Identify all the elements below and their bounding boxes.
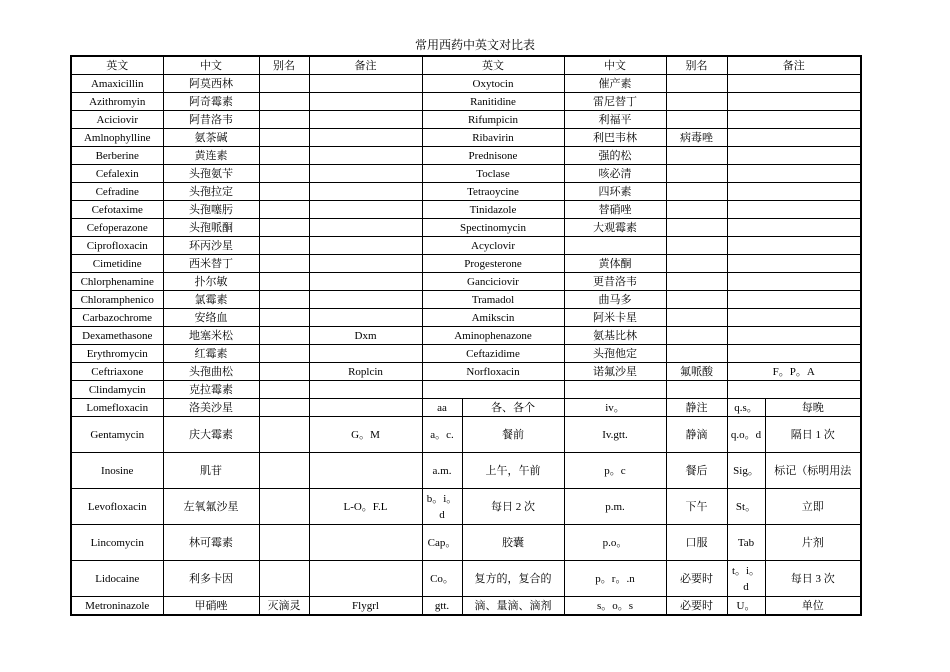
table-cell: [259, 219, 309, 237]
table-row: [71, 309, 861, 327]
table-cell: Cefotaxime: [71, 201, 163, 219]
table-cell: [309, 147, 422, 165]
table-cell: [309, 183, 422, 201]
table-cell: Rifumpicin: [422, 111, 564, 129]
table-cell: Lincomycin: [71, 525, 163, 561]
table-cell: [259, 273, 309, 291]
table-row: [71, 273, 861, 291]
table-row: [71, 453, 861, 489]
table-cell: 利福平: [564, 111, 666, 129]
table-cell: G。M: [309, 417, 422, 453]
table-cell: Ceftazidime: [422, 345, 564, 363]
table-cell: Lomefloxacin: [71, 399, 163, 417]
table-cell: [259, 183, 309, 201]
table-cell: Ranitidine: [422, 93, 564, 111]
table-row: [71, 417, 861, 453]
table-cell: a。c.: [422, 417, 462, 453]
table-cell: 洛美沙星: [163, 399, 259, 417]
table-cell: [727, 165, 861, 183]
column-header: 备注: [309, 56, 422, 75]
table-cell: [666, 93, 727, 111]
table-row: [71, 93, 861, 111]
table-cell: [309, 93, 422, 111]
table-cell: Oxytocin: [422, 75, 564, 93]
table-row: [71, 183, 861, 201]
table-row: [71, 111, 861, 129]
table-cell: 复方的，复合的: [462, 561, 564, 597]
table-cell: [309, 255, 422, 273]
table-cell: [309, 399, 422, 417]
table-cell: Ganciciovir: [422, 273, 564, 291]
table-cell: Co。: [422, 561, 462, 597]
table-cell: [259, 399, 309, 417]
table-cell: [309, 237, 422, 255]
table-cell: 氯霉素: [163, 291, 259, 309]
table-cell: Berberine: [71, 147, 163, 165]
table-cell: Tramadol: [422, 291, 564, 309]
table-cell: [666, 111, 727, 129]
table-cell: [727, 111, 861, 129]
table-cell: 甲硝唑: [163, 597, 259, 616]
table-cell: [727, 237, 861, 255]
table-cell: Azithromyin: [71, 93, 163, 111]
table-cell: 诺氟沙星: [564, 363, 666, 381]
table-cell: 头孢他定: [564, 345, 666, 363]
table-row: [71, 525, 861, 561]
table-cell: [259, 309, 309, 327]
table-cell: [259, 327, 309, 345]
table-cell: 庆大霉素: [163, 417, 259, 453]
table-cell: [666, 201, 727, 219]
table-cell: 头孢拉定: [163, 183, 259, 201]
table-cell: Iv.gtt.: [564, 417, 666, 453]
table-cell: [727, 201, 861, 219]
table-row: [71, 237, 861, 255]
table-cell: [309, 309, 422, 327]
table-cell: [309, 165, 422, 183]
table-cell: Levofloxacin: [71, 489, 163, 525]
table-cell: Amlnophylline: [71, 129, 163, 147]
table-cell: Ceftriaxone: [71, 363, 163, 381]
table-cell: [727, 255, 861, 273]
table-cell: [727, 183, 861, 201]
table-cell: p.m.: [564, 489, 666, 525]
table-cell: 胶囊: [462, 525, 564, 561]
table-cell: aa: [422, 399, 462, 417]
table-row: [71, 255, 861, 273]
table-row: [71, 489, 861, 525]
table-cell: Erythromycin: [71, 345, 163, 363]
table-row: [71, 291, 861, 309]
table-cell: 上午，午前: [462, 453, 564, 489]
table-cell: [727, 273, 861, 291]
table-cell: [727, 129, 861, 147]
table-cell: 每晚: [765, 399, 861, 417]
page-title: 常用西药中英文对比表: [414, 38, 535, 52]
table-cell: Norfloxacin: [422, 363, 564, 381]
table-cell: [666, 237, 727, 255]
table-cell: 餐前: [462, 417, 564, 453]
table-row: [71, 381, 861, 399]
table-cell: 隔日 1 次: [765, 417, 861, 453]
table-cell: 阿米卡星: [564, 309, 666, 327]
drug-table: [70, 55, 862, 616]
table-cell: [309, 345, 422, 363]
table-row: [71, 165, 861, 183]
table-cell: 红霉素: [163, 345, 259, 363]
table-row: [71, 201, 861, 219]
table-cell: [259, 417, 309, 453]
table-cell: 林可霉素: [163, 525, 259, 561]
table-cell: [309, 525, 422, 561]
table-cell: [666, 273, 727, 291]
table-cell: [666, 255, 727, 273]
table-cell: 曲马多: [564, 291, 666, 309]
column-header: 英文: [422, 56, 564, 75]
table-cell: Gentamycin: [71, 417, 163, 453]
table-cell: [666, 147, 727, 165]
table-cell: Aminophenazone: [422, 327, 564, 345]
table-cell: s。o。s: [564, 597, 666, 616]
table-cell: 各、各个: [462, 399, 564, 417]
column-header: 别名: [666, 56, 727, 75]
table-cell: [727, 219, 861, 237]
table-cell: 病毒唑: [666, 129, 727, 147]
table-cell: 单位: [765, 597, 861, 616]
table-cell: 每日 2 次: [462, 489, 564, 525]
table-cell: Spectinomycin: [422, 219, 564, 237]
table-row: [71, 147, 861, 165]
table-cell: [666, 291, 727, 309]
table-cell: 阿奇霉素: [163, 93, 259, 111]
table-cell: t。i。d: [727, 561, 765, 597]
table-cell: p。r。.n: [564, 561, 666, 597]
table-cell: 催产素: [564, 75, 666, 93]
table-cell: Metroninazole: [71, 597, 163, 616]
header-row: [71, 56, 861, 75]
table-cell: [666, 165, 727, 183]
table-cell: 黄连素: [163, 147, 259, 165]
table-cell: Cefalexin: [71, 165, 163, 183]
table-cell: p。c: [564, 453, 666, 489]
table-cell: Aciciovir: [71, 111, 163, 129]
table-cell: Dexamethasone: [71, 327, 163, 345]
table-row: [71, 219, 861, 237]
table-cell: 静滴: [666, 417, 727, 453]
table-cell: Amaxicillin: [71, 75, 163, 93]
table-cell: Ribavirin: [422, 129, 564, 147]
table-cell: 安络血: [163, 309, 259, 327]
table-cell: [666, 75, 727, 93]
table-cell: [259, 363, 309, 381]
table-cell: 餐后: [666, 453, 727, 489]
table-cell: [666, 309, 727, 327]
table-cell: 必要时: [666, 597, 727, 616]
table-cell: 强的松: [564, 147, 666, 165]
table-cell: 头孢曲松: [163, 363, 259, 381]
table-cell: Lidocaine: [71, 561, 163, 597]
table-cell: Tinidazole: [422, 201, 564, 219]
table-cell: [309, 201, 422, 219]
table-cell: 四环素: [564, 183, 666, 201]
table-row: [71, 561, 861, 597]
table-cell: p.o。: [564, 525, 666, 561]
table-cell: Acyclovir: [422, 237, 564, 255]
table-cell: [309, 129, 422, 147]
column-header: 别名: [259, 56, 309, 75]
table-cell: [259, 489, 309, 525]
table-cell: 左氧氟沙星: [163, 489, 259, 525]
table-cell: 氟哌酸: [666, 363, 727, 381]
table-cell: [309, 381, 422, 399]
table-row: [71, 75, 861, 93]
table-cell: 克拉霉素: [163, 381, 259, 399]
table-cell: Dxm: [309, 327, 422, 345]
table-cell: Cefradine: [71, 183, 163, 201]
table-cell: [309, 219, 422, 237]
table-cell: [309, 111, 422, 129]
table-cell: [727, 381, 861, 399]
table-cell: [727, 345, 861, 363]
table-cell: 片剂: [765, 525, 861, 561]
table-cell: Chloramphenico: [71, 291, 163, 309]
table-cell: iv。: [564, 399, 666, 417]
table-cell: 利多卡因: [163, 561, 259, 597]
table-cell: [259, 147, 309, 165]
table-cell: [259, 525, 309, 561]
table-cell: [727, 291, 861, 309]
table-row: [71, 129, 861, 147]
table-cell: [309, 75, 422, 93]
table-cell: Sig。: [727, 453, 765, 489]
table-cell: [259, 291, 309, 309]
table-cell: [564, 381, 666, 399]
table-cell: Cimetidine: [71, 255, 163, 273]
table-cell: 必要时: [666, 561, 727, 597]
table-cell: Roplcin: [309, 363, 422, 381]
column-header: 备注: [727, 56, 861, 75]
table-cell: U。: [727, 597, 765, 616]
table-cell: 阿莫西林: [163, 75, 259, 93]
table-cell: 地塞米松: [163, 327, 259, 345]
table-cell: [309, 453, 422, 489]
table-cell: 氨茶碱: [163, 129, 259, 147]
table-cell: [259, 111, 309, 129]
table-cell: [727, 327, 861, 345]
table-cell: 灭滴灵: [259, 597, 309, 616]
table-cell: a.m.: [422, 453, 462, 489]
table-cell: [259, 561, 309, 597]
table-cell: Toclase: [422, 165, 564, 183]
column-header: 中文: [163, 56, 259, 75]
table-cell: [727, 93, 861, 111]
table-row: [71, 597, 861, 616]
table-cell: 阿昔洛韦: [163, 111, 259, 129]
table-cell: St。: [727, 489, 765, 525]
table-cell: [309, 291, 422, 309]
table-cell: 下午: [666, 489, 727, 525]
table-cell: 滴、量滴、滴剂: [462, 597, 564, 616]
table-cell: 头孢氨苄: [163, 165, 259, 183]
table-cell: [309, 561, 422, 597]
table-cell: Tetraoycine: [422, 183, 564, 201]
table-cell: [422, 381, 564, 399]
table-cell: 氨基比林: [564, 327, 666, 345]
table-cell: 静注: [666, 399, 727, 417]
table-cell: [727, 309, 861, 327]
table-cell: [259, 75, 309, 93]
table-cell: Tab: [727, 525, 765, 561]
table-cell: [259, 381, 309, 399]
table-cell: [259, 93, 309, 111]
table-cell: gtt.: [422, 597, 462, 616]
table-cell: 咳必清: [564, 165, 666, 183]
table-cell: [259, 129, 309, 147]
table-cell: 扑尔敏: [163, 273, 259, 291]
table-cell: 口服: [666, 525, 727, 561]
table-cell: [309, 273, 422, 291]
table-cell: 立即: [765, 489, 861, 525]
table-cell: Clindamycin: [71, 381, 163, 399]
table-cell: [666, 183, 727, 201]
table-cell: [727, 147, 861, 165]
table-cell: [666, 345, 727, 363]
table-cell: 西米替丁: [163, 255, 259, 273]
table-cell: 头孢噻肟: [163, 201, 259, 219]
table-cell: 环丙沙星: [163, 237, 259, 255]
table-cell: [259, 237, 309, 255]
table-cell: Prednisone: [422, 147, 564, 165]
table-cell: 标记（标明用法: [765, 453, 861, 489]
table-row: [71, 363, 861, 381]
table-cell: [727, 75, 861, 93]
table-row: [71, 327, 861, 345]
table-cell: [259, 255, 309, 273]
table-cell: 利巴韦林: [564, 129, 666, 147]
table-cell: Cap。: [422, 525, 462, 561]
table-cell: q.o。d: [727, 417, 765, 453]
table-cell: Amikscin: [422, 309, 564, 327]
table-cell: Flygrl: [309, 597, 422, 616]
table-cell: [259, 345, 309, 363]
table-cell: Chlorphenamine: [71, 273, 163, 291]
table-cell: b。i。d: [422, 489, 462, 525]
table-cell: 头孢哌酮: [163, 219, 259, 237]
table-cell: 黄体酮: [564, 255, 666, 273]
table-cell: [259, 201, 309, 219]
table-cell: Inosine: [71, 453, 163, 489]
table-cell: [259, 165, 309, 183]
table-cell: 更昔洛韦: [564, 273, 666, 291]
table-cell: Ciprofloxacin: [71, 237, 163, 255]
table-cell: 肌苷: [163, 453, 259, 489]
table-cell: 雷尼替丁: [564, 93, 666, 111]
table-cell: q.s。: [727, 399, 765, 417]
column-header: 中文: [564, 56, 666, 75]
table-cell: [666, 219, 727, 237]
column-header: 英文: [71, 56, 163, 75]
table-cell: [259, 453, 309, 489]
table-cell: L-O。F.L: [309, 489, 422, 525]
table-cell: 替硝唑: [564, 201, 666, 219]
table-cell: [666, 327, 727, 345]
table-cell: Progesterone: [422, 255, 564, 273]
table-cell: Cefoperazone: [71, 219, 163, 237]
table-cell: Carbazochrome: [71, 309, 163, 327]
table-cell: 大观霉素: [564, 219, 666, 237]
table-cell: [564, 237, 666, 255]
table-cell: 每日 3 次: [765, 561, 861, 597]
table-cell: F。P。A: [727, 363, 861, 381]
table-cell: [666, 381, 727, 399]
table-row: [71, 399, 861, 417]
table-row: [71, 345, 861, 363]
